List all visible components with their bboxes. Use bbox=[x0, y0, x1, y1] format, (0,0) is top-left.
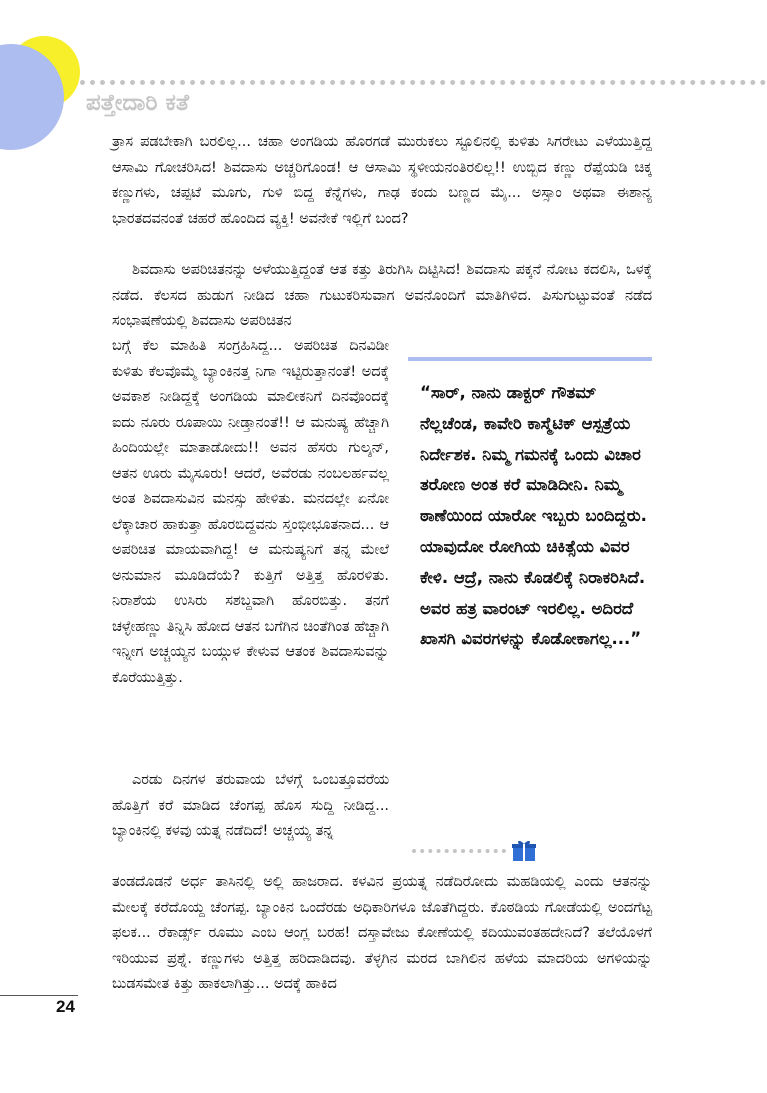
body-paragraph-3-column: ಎರಡು ದಿನಗಳ ತರುವಾಯ ಬೆಳಗ್ಗೆ ಒಂಬತ್ತೂವರೆಯ ಹೊತ್ತಿಗೆ ಕರೆ ಮಾಡಿದ ಚೆಂಗಪ್ಪ ಹೊಸ ಸುದ್ದಿ ನೀಡಿದ್ದ... ಬ್ಯಾಂಕಿನಲ್ಲಿ ಕಳವು ಯತ್ನ ನಡೆದಿದೆ! ಅಚ್ಚಯ್ಯ ತನ್ನ bbox=[112, 772, 389, 839]
body-paragraph-2: ಶಿವದಾಸು ಅಪರಿಚಿತನನ್ನು ಅಳೆಯುತ್ತಿದ್ದಂತೆ ಆತ ಕತ್ತು ತಿರುಗಿಸಿ ದಿಟ್ಟಿಸಿದ! ಶಿವದಾಸು ಪಕ್ಕನೆ ನೋಟ ಕದಲಿಸಿ, ಒಳಕ್ಕೆ ನಡೆದ. ಕೆಲಸದ ಹುಡುಗ ನೀಡಿದ ಚಹಾ ಗುಟುಕರಿಸುವಾಗ ಅವನೊಂದಿಗೆ ಮಾತಿಗಿಳಿದ. ಪಿಸುಗುಟ್ಟುವಂತೆ ನಡೆದ ಸಂಭಾಷಣೆಯಲ್ಲಿ ಶಿವದಾಸು ಅಪರಿಚಿತನ bbox=[112, 262, 652, 329]
pullquote-text: “ಸಾರ್, ನಾನು ಡಾಕ್ಟರ್ ಗೌತಮ್ ನೆಲ್ಲಚೆಂಡ, ಕಾವೇರಿ ಕಾಸ್ಮೆಟಿಕ್ ಆಸ್ಪತ್ರೆಯ ನಿರ್ದೇಶಕ. ನಿಮ್ಮ ಗಮನಕ್ಕೆ ಒಂದು ವಿಚಾರ ತರೋಣ ಅಂತ ಕರೆ ಮಾಡಿದೀನಿ. ನಿಮ್ಮ ಠಾಣೆಯಿಂದ ಯಾರೋ ಇಬ್ಬರು ಬಂದಿದ್ದರು. ಯಾವುದೋ ರೋಗಿಯ ಚಿಕಿತ್ಸೆಯ ವಿವರ ಕೇಳಿ. ಆದ್ರೆ, ನಾನು ಕೊಡಲಿಕ್ಕೆ ನಿರಾಕರಿಸಿದೆ. ಅವರ ಹತ್ರ ವಾರಂಟ್ ಇರಲಿಲ್ಲ. ಅದಿರದೆ ಖಾಸಗಿ ವಿವರಗಳನ್ನು ಕೊಡೋಕಾಗಲ್ಲ...” bbox=[420, 383, 647, 649]
gift-box-icon bbox=[512, 839, 536, 861]
pullquote-top-bar bbox=[408, 357, 652, 361]
body-paragraph-2-column: ಬಗ್ಗೆ ಕೆಲ ಮಾಹಿತಿ ಸಂಗ್ರಹಿಸಿದ್ದ... ಅಪರಿಚಿತ ದಿನವಿಡೀ ಕುಳಿತು ಕೆಲವೊಮ್ಮೆ ಬ್ಯಾಂಕಿನತ್ತ ನಿಗಾ ಇಟ್ಟಿರುತ್ತಾನಂತೆ! ಅದಕ್ಕೆ ಅವಕಾಶ ನೀಡಿದ್ದಕ್ಕೆ ಅಂಗಡಿಯ ಮಾಲೀಕನಿಗೆ ದಿನವೊಂದಕ್ಕೆ ಐದು ನೂರು ರೂಪಾಯಿ ನೀಡ್ತಾನಂತೆ!! ಆ ಮನುಷ್ಯ ಹೆಚ್ಚಾಗಿ ಹಿಂದಿಯಲ್ಲೇ ಮಾತಾಡೋದು!! ಅವನ ಹೆಸರು ಗುಲ್ಶನ್, ಆತನ ಊರು ಮೈಸೂರು! ಆದರೆ, ಅವೆರಡು ನಂಬಲರ್ಹವಲ್ಲ ಅಂತ ಶಿವದಾಸುವಿನ ಮನಸ್ಸು ಹೇಳಿತು. ಮನದಲ್ಲೇ ಏನೋ ಲೆಕ್ಕಾಚಾರ ಹಾಕುತ್ತಾ ಹೊರಬಿದ್ದವನು ಸ್ತಂಭೀಭೂತನಾದ... ಆ ಅಪರಿಚಿತ ಮಾಯವಾಗಿದ್ದ! ಆ ಮನುಷ್ಯನಿಗೆ ತನ್ನ ಮೇಲೆ ಅನುಮಾನ ಮೂಡಿದೆಯೆ? ಕುತ್ತಿಗೆ ಅತ್ತಿತ್ತ ಹೊರಳಿತು. ನಿರಾಶೆಯ ಉಸಿರು ಸಶಬ್ದವಾಗಿ ಹೊರಬಿತ್ತು. ತನಗೆ ಚಳ್ಳೇಹಣ್ಣು ತಿನ್ನಿಸಿ ಹೋದ ಆತನ ಬಗೆಗಿನ ಚಿಂತೆಗಿಂತ ಹೆಚ್ಚಾಗಿ ಇನ್ನೀಗ ಅಚ್ಚಯ್ಯನ ಬಯ್ಗುಳ ಕೇಳುವ ಆತಂಕ ಶಿವದಾಸುವನ್ನು ಕೊರೆಯುತ್ತಿತ್ತು. bbox=[112, 338, 389, 686]
pullquote-dotted-rule bbox=[412, 849, 506, 853]
body-paragraph-1: ತ್ರಾಸ ಪಡಬೇಕಾಗಿ ಬರಲಿಲ್ಲ... ಚಹಾ ಅಂಗಡಿಯ ಹೊರಗಡೆ ಮುರುಕಲು ಸ್ಟೂಲಿನಲ್ಲಿ ಕುಳಿತು ಸಿಗರೇಟು ಎಳೆಯುತ್ತಿದ್ದ ಆಸಾಮಿ ಗೋಚರಿಸಿದ! ಶಿವದಾಸು ಅಚ್ಚರಿಗೊಂಡ! ಆ ಆಸಾಮಿ ಸ್ಥಳೀಯನಂತಿರಲಿಲ್ಲ!! ಉಬ್ಬಿದ ಕಣ್ಣು ರೆಪ್ಪೆಯಡಿ ಚಿಕ್ಕ ಕಣ್ಣುಗಳು, ಚಪ್ಪಟೆ ಮೂಗು, ಗುಳಿ ಬಿದ್ದ ಕೆನ್ನೆಗಳು, ಗಾಢ ಕಂದು ಬಣ್ಣದ ಮೈ... ಅಸ್ಸಾಂ ಅಥವಾ ಈಶಾನ್ಯ ಭಾರತದವನಂತೆ ಚಹರೆ ಹೊಂದಿದ ವ್ಯಕ್ತಿ! ಅವನೇಕೆ ಇಲ್ಲಿಗೆ ಬಂದ? bbox=[112, 134, 652, 227]
body-paragraph-3-full: ತಂಡದೊಡನೆ ಅರ್ಧ ತಾಸಿನಲ್ಲಿ ಅಲ್ಲಿ ಹಾಜರಾದ. ಕಳವಿನ ಪ್ರಯತ್ನ ನಡೆದಿರೋದು ಮಹಡಿಯಲ್ಲಿ ಎಂದು ಆತನನ್ನು ಮೇಲಕ್ಕೆ ಕರೆದೊಯ್ದ ಚೆಂಗಪ್ಪ. ಬ್ಯಾಂಕಿನ ಒಂದೆರಡು ಅಧಿಕಾರಿಗಳೂ ಜೊತೆಗಿದ್ದರು. ಕೊಠಡಿಯ ಗೋಡೆಯಲ್ಲಿ ಅಂದಗೆಟ್ಟ ಫಲಕ... ರೆಕಾರ್ಡ್ಸ್ ರೂಮು ಎಂಬ ಆಂಗ್ಲ ಬರಹ! ದಸ್ತಾವೇಜು ಕೋಣೆಯಲ್ಲಿ ಕದಿಯುವಂತಹದೇನಿದೆ? ತಲೆಯೊಳಗೆ ಇರಿಯುವ ಪ್ರಶ್ನೆ. ಕಣ್ಣುಗಳು ಅತ್ತಿತ್ತ ಹರಿದಾಡಿದವು. ತೆಳ್ಳಗಿನ ಮರದ ಬಾಗಿಲಿನ ಹಳೆಯ ಮಾದರಿಯ ಅಗಳಿಯನ್ನು ಬುಡಸಮೇತ ಕಿತ್ತು ಹಾಕಲಾಗಿತ್ತು... ಅದಕ್ಕೆ ಹಾಕಿದ bbox=[112, 874, 652, 992]
section-title: ಪತ್ತೇದಾರಿ ಕತೆ bbox=[86, 90, 190, 116]
header-dotted-rule bbox=[80, 80, 766, 85]
page-number-rule bbox=[0, 995, 78, 996]
page-number: 24 bbox=[56, 997, 75, 1016]
